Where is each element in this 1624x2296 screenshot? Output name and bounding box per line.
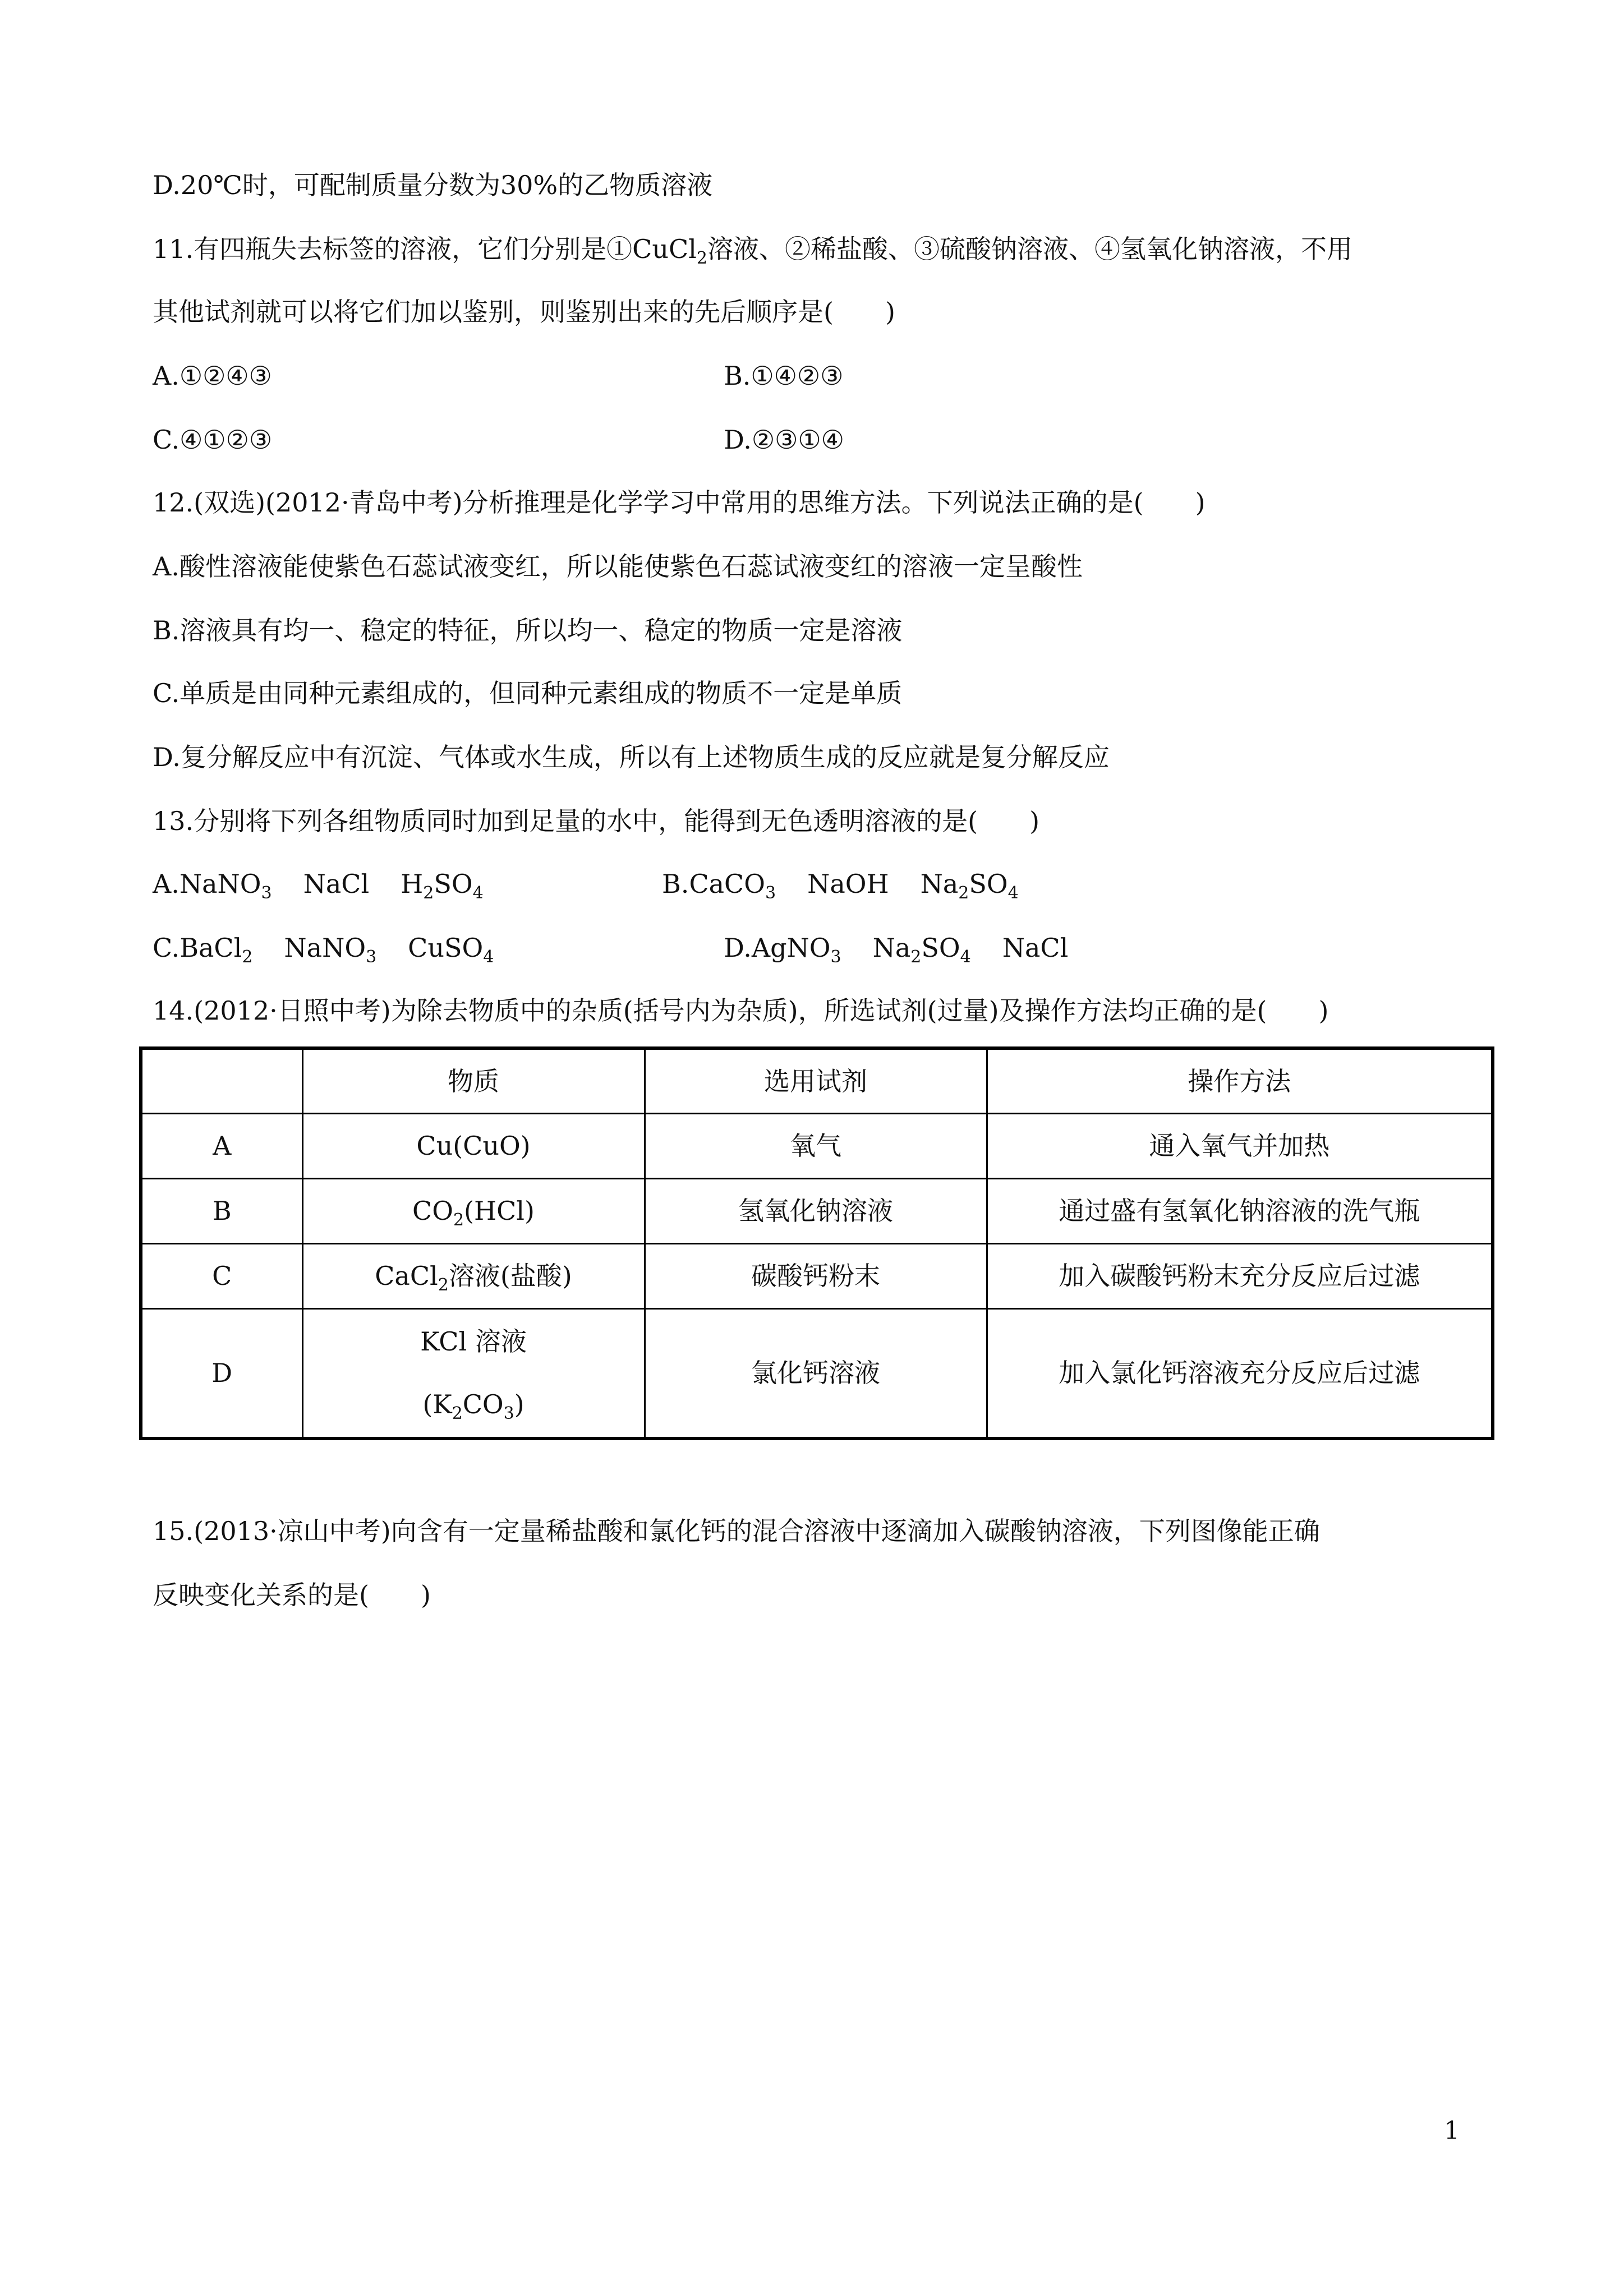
q13-option-d: D.AgNO$_3$ $Na_2SO_4$ NaCl — [724, 933, 1069, 967]
q15-stem-line2: 反映变化关系的是( ) — [153, 1580, 431, 1610]
q11-option-a: A.①②④③ — [153, 361, 272, 391]
row-label: A — [141, 1113, 302, 1178]
q12-option-a: A.酸性溶液能使紫色石蕊试液变红，所以能使紫色石蕊试液变红的溶液一定呈酸性 — [153, 551, 1083, 582]
page-number: 1 — [1444, 2117, 1460, 2145]
reagent-cell: 氯化钙溶液 — [645, 1308, 987, 1439]
row-label: B — [141, 1178, 302, 1243]
reagent-cell: 氧气 — [645, 1113, 987, 1178]
substance-cell: Cu(CuO) — [302, 1113, 645, 1178]
q12-stem: 12.(双选)(2012·青岛中考)分析推理是化学学习中常用的思维方法。下列说法正确的是( ) — [153, 487, 1206, 518]
q13-option-b: B.CaCO$_3$ NaOH $Na_2SO_4$ — [662, 869, 1019, 903]
method-cell: 通入氧气并加热 — [987, 1113, 1493, 1178]
q11-option-b: B.①④②③ — [724, 361, 844, 391]
method-cell: 加入氯化钙溶液充分反应后过滤 — [987, 1308, 1493, 1439]
table-row — [141, 1308, 1493, 1439]
q11-stem-line2: 其他试剂就可以将它们加以鉴别，则鉴别出来的先后顺序是( ) — [153, 297, 895, 327]
q10-option-d: D.20℃时，可配制质量分数为30%的乙物质溶液 — [153, 170, 713, 200]
q14-table — [139, 1046, 1494, 1440]
q11-option-c: C.④①②③ — [153, 425, 273, 455]
table-header-cell: 选用试剂 — [645, 1048, 987, 1113]
q13-option-c: C.BaCl$_2$ NaNO$_3$ CuSO$_4$ — [153, 933, 494, 967]
reagent-cell: 氢氧化钠溶液 — [645, 1178, 987, 1243]
table-row — [141, 1178, 1493, 1243]
method-cell: 加入碳酸钙粉末充分反应后过滤 — [987, 1243, 1493, 1308]
q11-stem-line1: 11.有四瓶失去标签的溶液，它们分别是①CuCl$_2$溶液、②稀盐酸、③硫酸钠溶液、④氢氧化钠溶液，不用 — [153, 234, 1352, 268]
q11-option-d: D.②③①④ — [724, 425, 844, 455]
table-row — [141, 1113, 1493, 1178]
q12-option-c: C.单质是由同种元素组成的，但同种元素组成的物质不一定是单质 — [153, 678, 903, 708]
q13-stem: 13.分别将下列各组物质同时加到足量的水中，能得到无色透明溶液的是( ) — [153, 806, 1040, 836]
table-header-cell: 物质 — [302, 1048, 645, 1113]
substance-cell: $CO_2(HCl)$ — [302, 1178, 645, 1243]
table-header-cell: 操作方法 — [987, 1048, 1493, 1113]
q12-option-d: D.复分解反应中有沉淀、气体或水生成，所以有上述物质生成的反应就是复分解反应 — [153, 742, 1110, 772]
reagent-cell: 碳酸钙粉末 — [645, 1243, 987, 1308]
table-row — [141, 1243, 1493, 1308]
q14-stem: 14.(2012·日照中考)为除去物质中的杂质(括号内为杂质)，所选试剂(过量)及操作方法均正确的是( ) — [153, 995, 1329, 1026]
table-header-cell — [141, 1048, 302, 1113]
q15-stem-line1: 15.(2013·凉山中考)向含有一定量稀盐酸和氯化钙的混合溶液中逐滴加入碳酸钠溶液，下列图像能正确 — [153, 1516, 1320, 1546]
substance-cell: KCl 溶液 $(K_2CO_3)$ — [302, 1308, 645, 1439]
table-header-row — [141, 1048, 1493, 1113]
method-cell: 通过盛有氢氧化钠溶液的洗气瓶 — [987, 1178, 1493, 1243]
q12-option-b: B.溶液具有均一、稳定的特征，所以均一、稳定的物质一定是溶液 — [153, 615, 903, 646]
q13-option-a: A.NaNO$_3$ NaCl $H_2SO_4$ — [153, 869, 484, 903]
substance-cell: CaCl$_2$溶液(盐酸) — [302, 1243, 645, 1308]
row-label: C — [141, 1243, 302, 1308]
row-label: D — [141, 1308, 302, 1439]
